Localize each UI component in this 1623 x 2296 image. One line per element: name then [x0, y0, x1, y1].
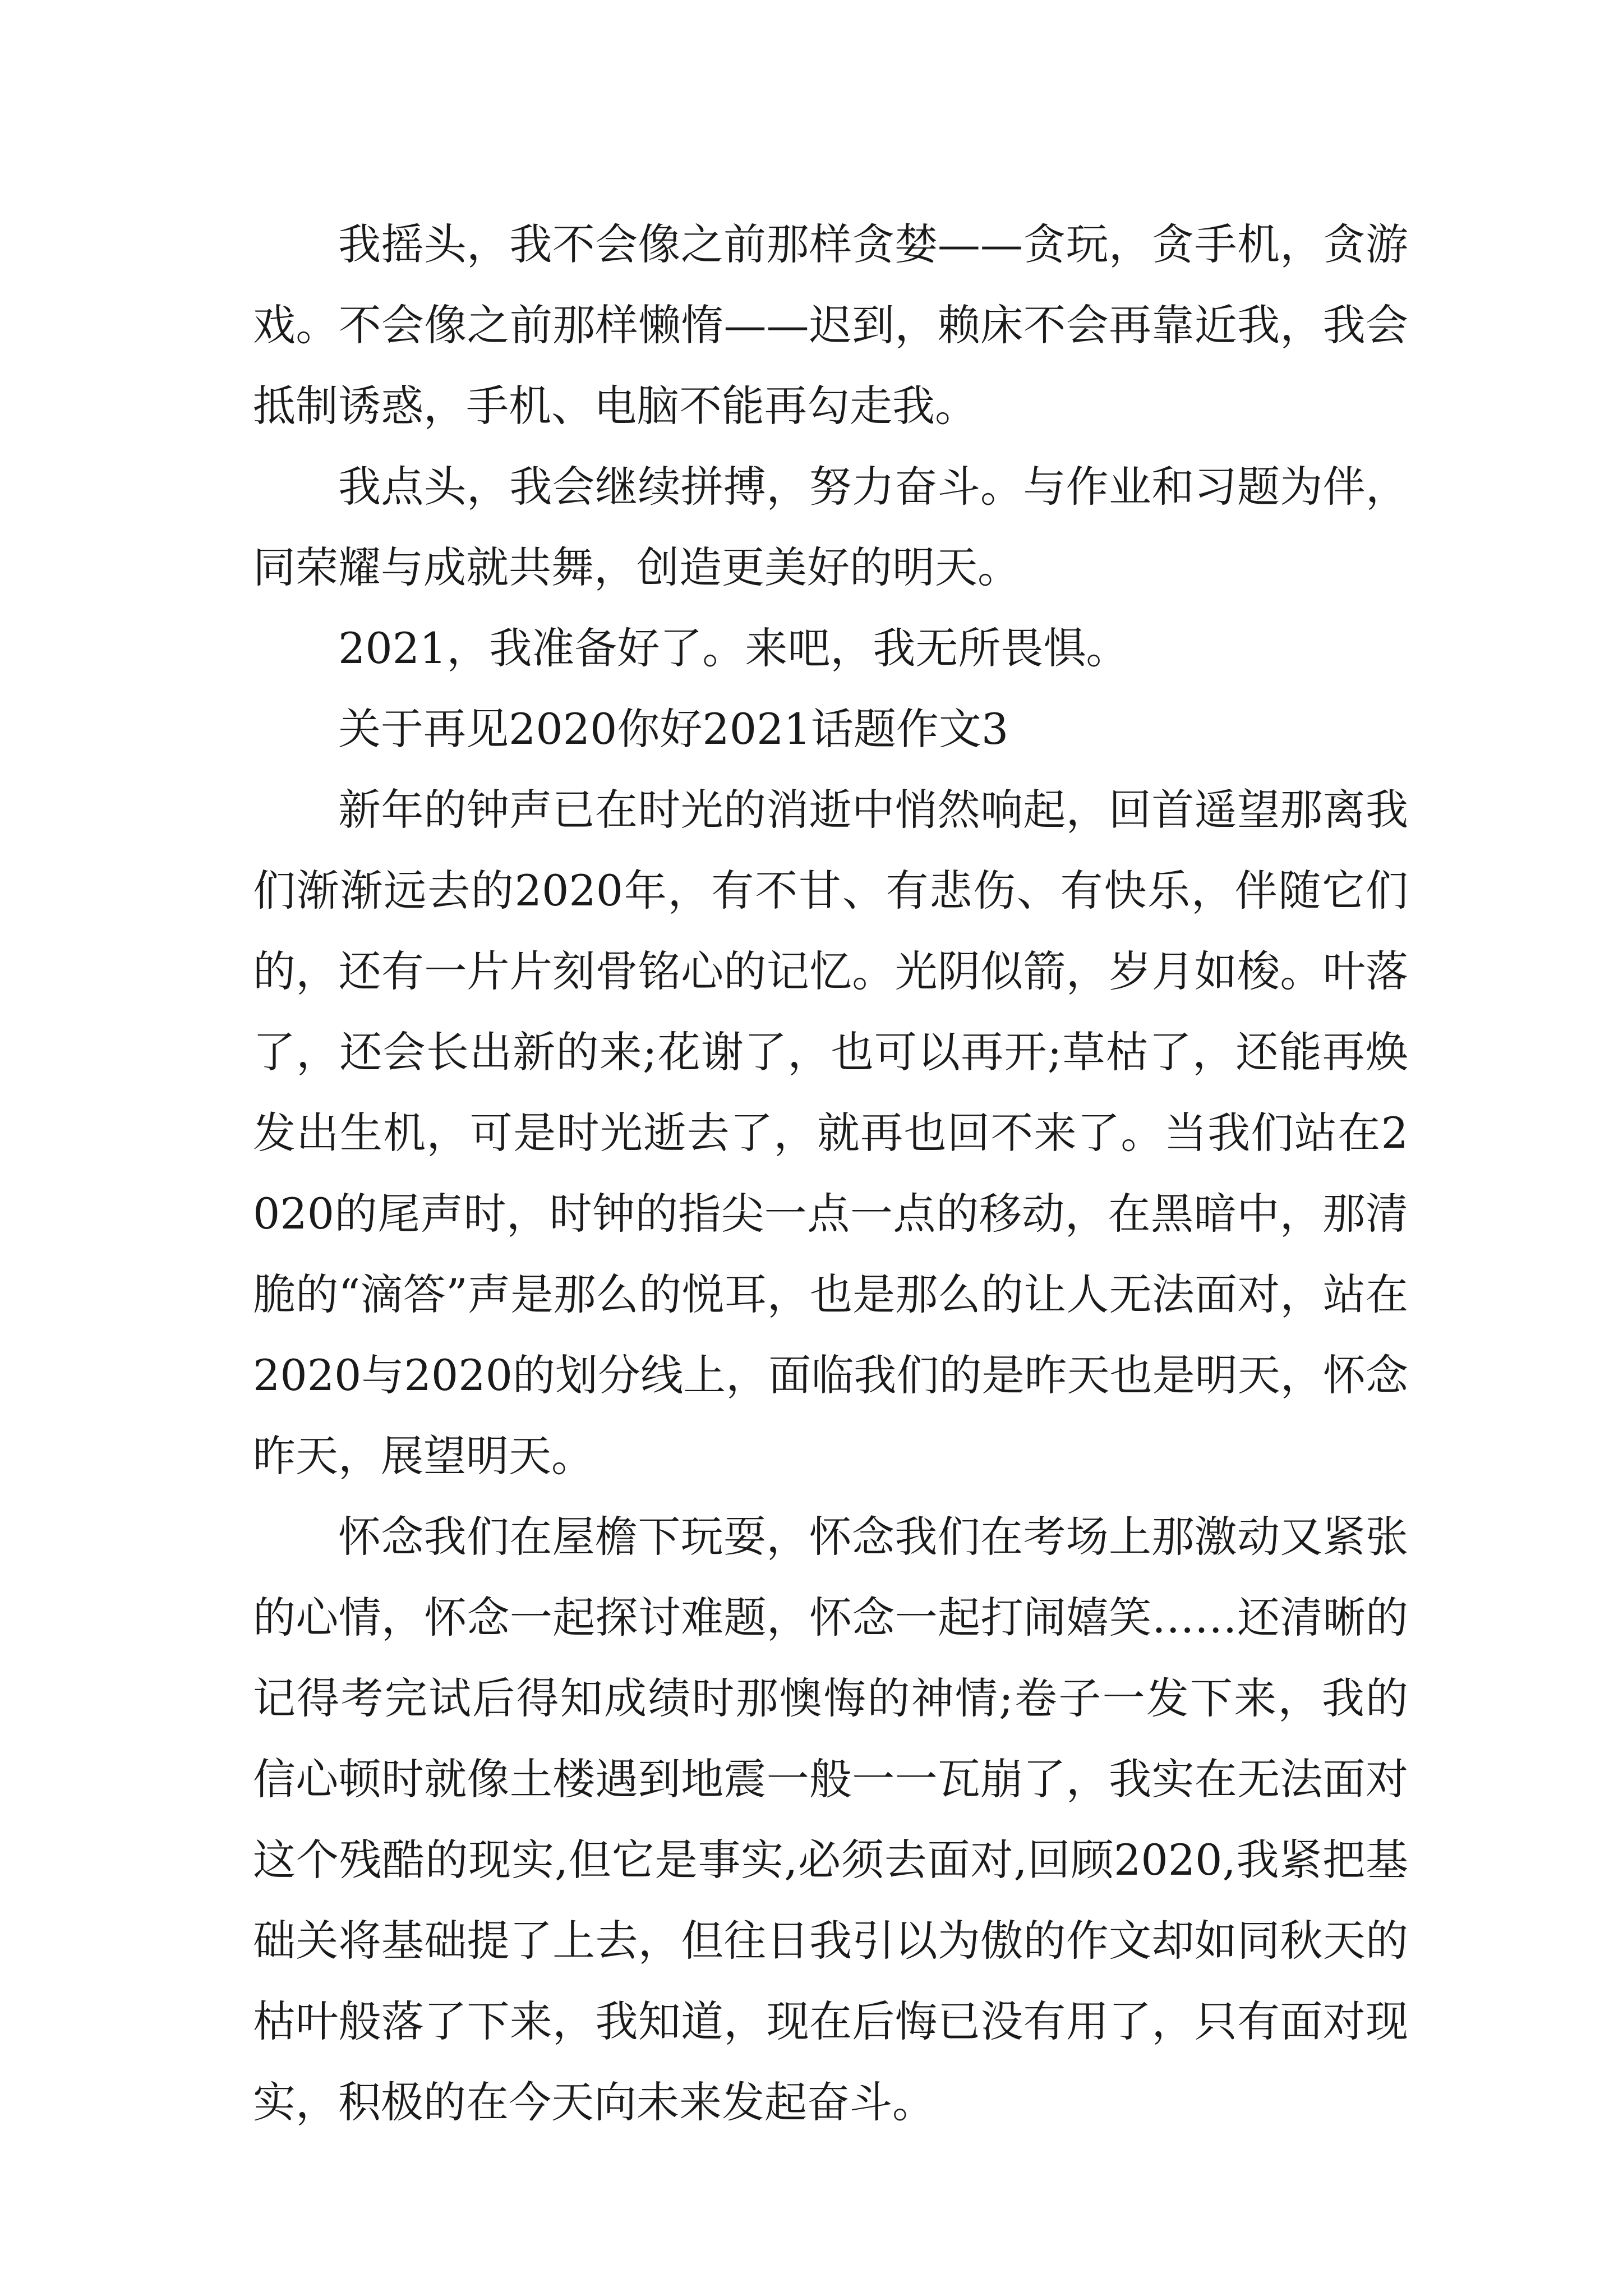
section-heading: 关于再见2020你好2021话题作文3: [338, 704, 1009, 754]
paragraph: 我摇头，我不会像之前那样贪婪——贪玩，贪手机，贪游戏。不会像之前那样懒惰——迟到，赖床不会再靠近我，我会抵制诱惑，手机、电脑不能再勾走我。: [253, 219, 1408, 431]
paragraph: 新年的钟声已在时光的消逝中悄然响起，回首遥望那离我们渐渐远去的2020年，有不甘、有悲伤、有快乐，伴随它们的，还有一片片刻骨铭心的记忆。光阴似箭，岁月如梭。叶落了，还会长出新的来;花谢了，也可以再开;草枯了，还能再焕发出生机，可是时光逝去了，就再也回不来了。当我们站在2020的尾声时，时钟的指尖一点一点的移动，在黑暗中，那清脆的“滴答”声是那么的悦耳，也是那么的让人无法面对，站在2020与2020的划分线上，面临我们的是昨天也是明天，怀念昨天，展望明天。: [253, 785, 1408, 1481]
paragraph: 我点头，我会继续拼搏，努力奋斗。与作业和习题为伴，同荣耀与成就共舞，创造更美好的明天。: [253, 462, 1408, 592]
paragraph: 2021，我准备好了。来吧，我无所畏惧。: [338, 623, 1129, 673]
document-body: [253, 204, 1408, 2143]
paragraph: 怀念我们在屋檐下玩耍，怀念我们在考场上那激动又紧张的心情，怀念一起探讨难题，怀念一起打闹嬉笑……还清晰的记得考完试后得知成绩时那懊悔的神情;卷子一发下来，我的信心顿时就像土楼遇到地震一般一一瓦崩了，我实在无法面对这个残酷的现实,但它是事实,必须去面对,回顾2020,我紧把基础关将基础提了上去，但往日我引以为傲的作文却如同秋天的枯叶般落了下来，我知道，现在后悔已没有用了，只有面对现实，积极的在今天向未来发起奋斗。: [253, 1512, 1408, 2127]
